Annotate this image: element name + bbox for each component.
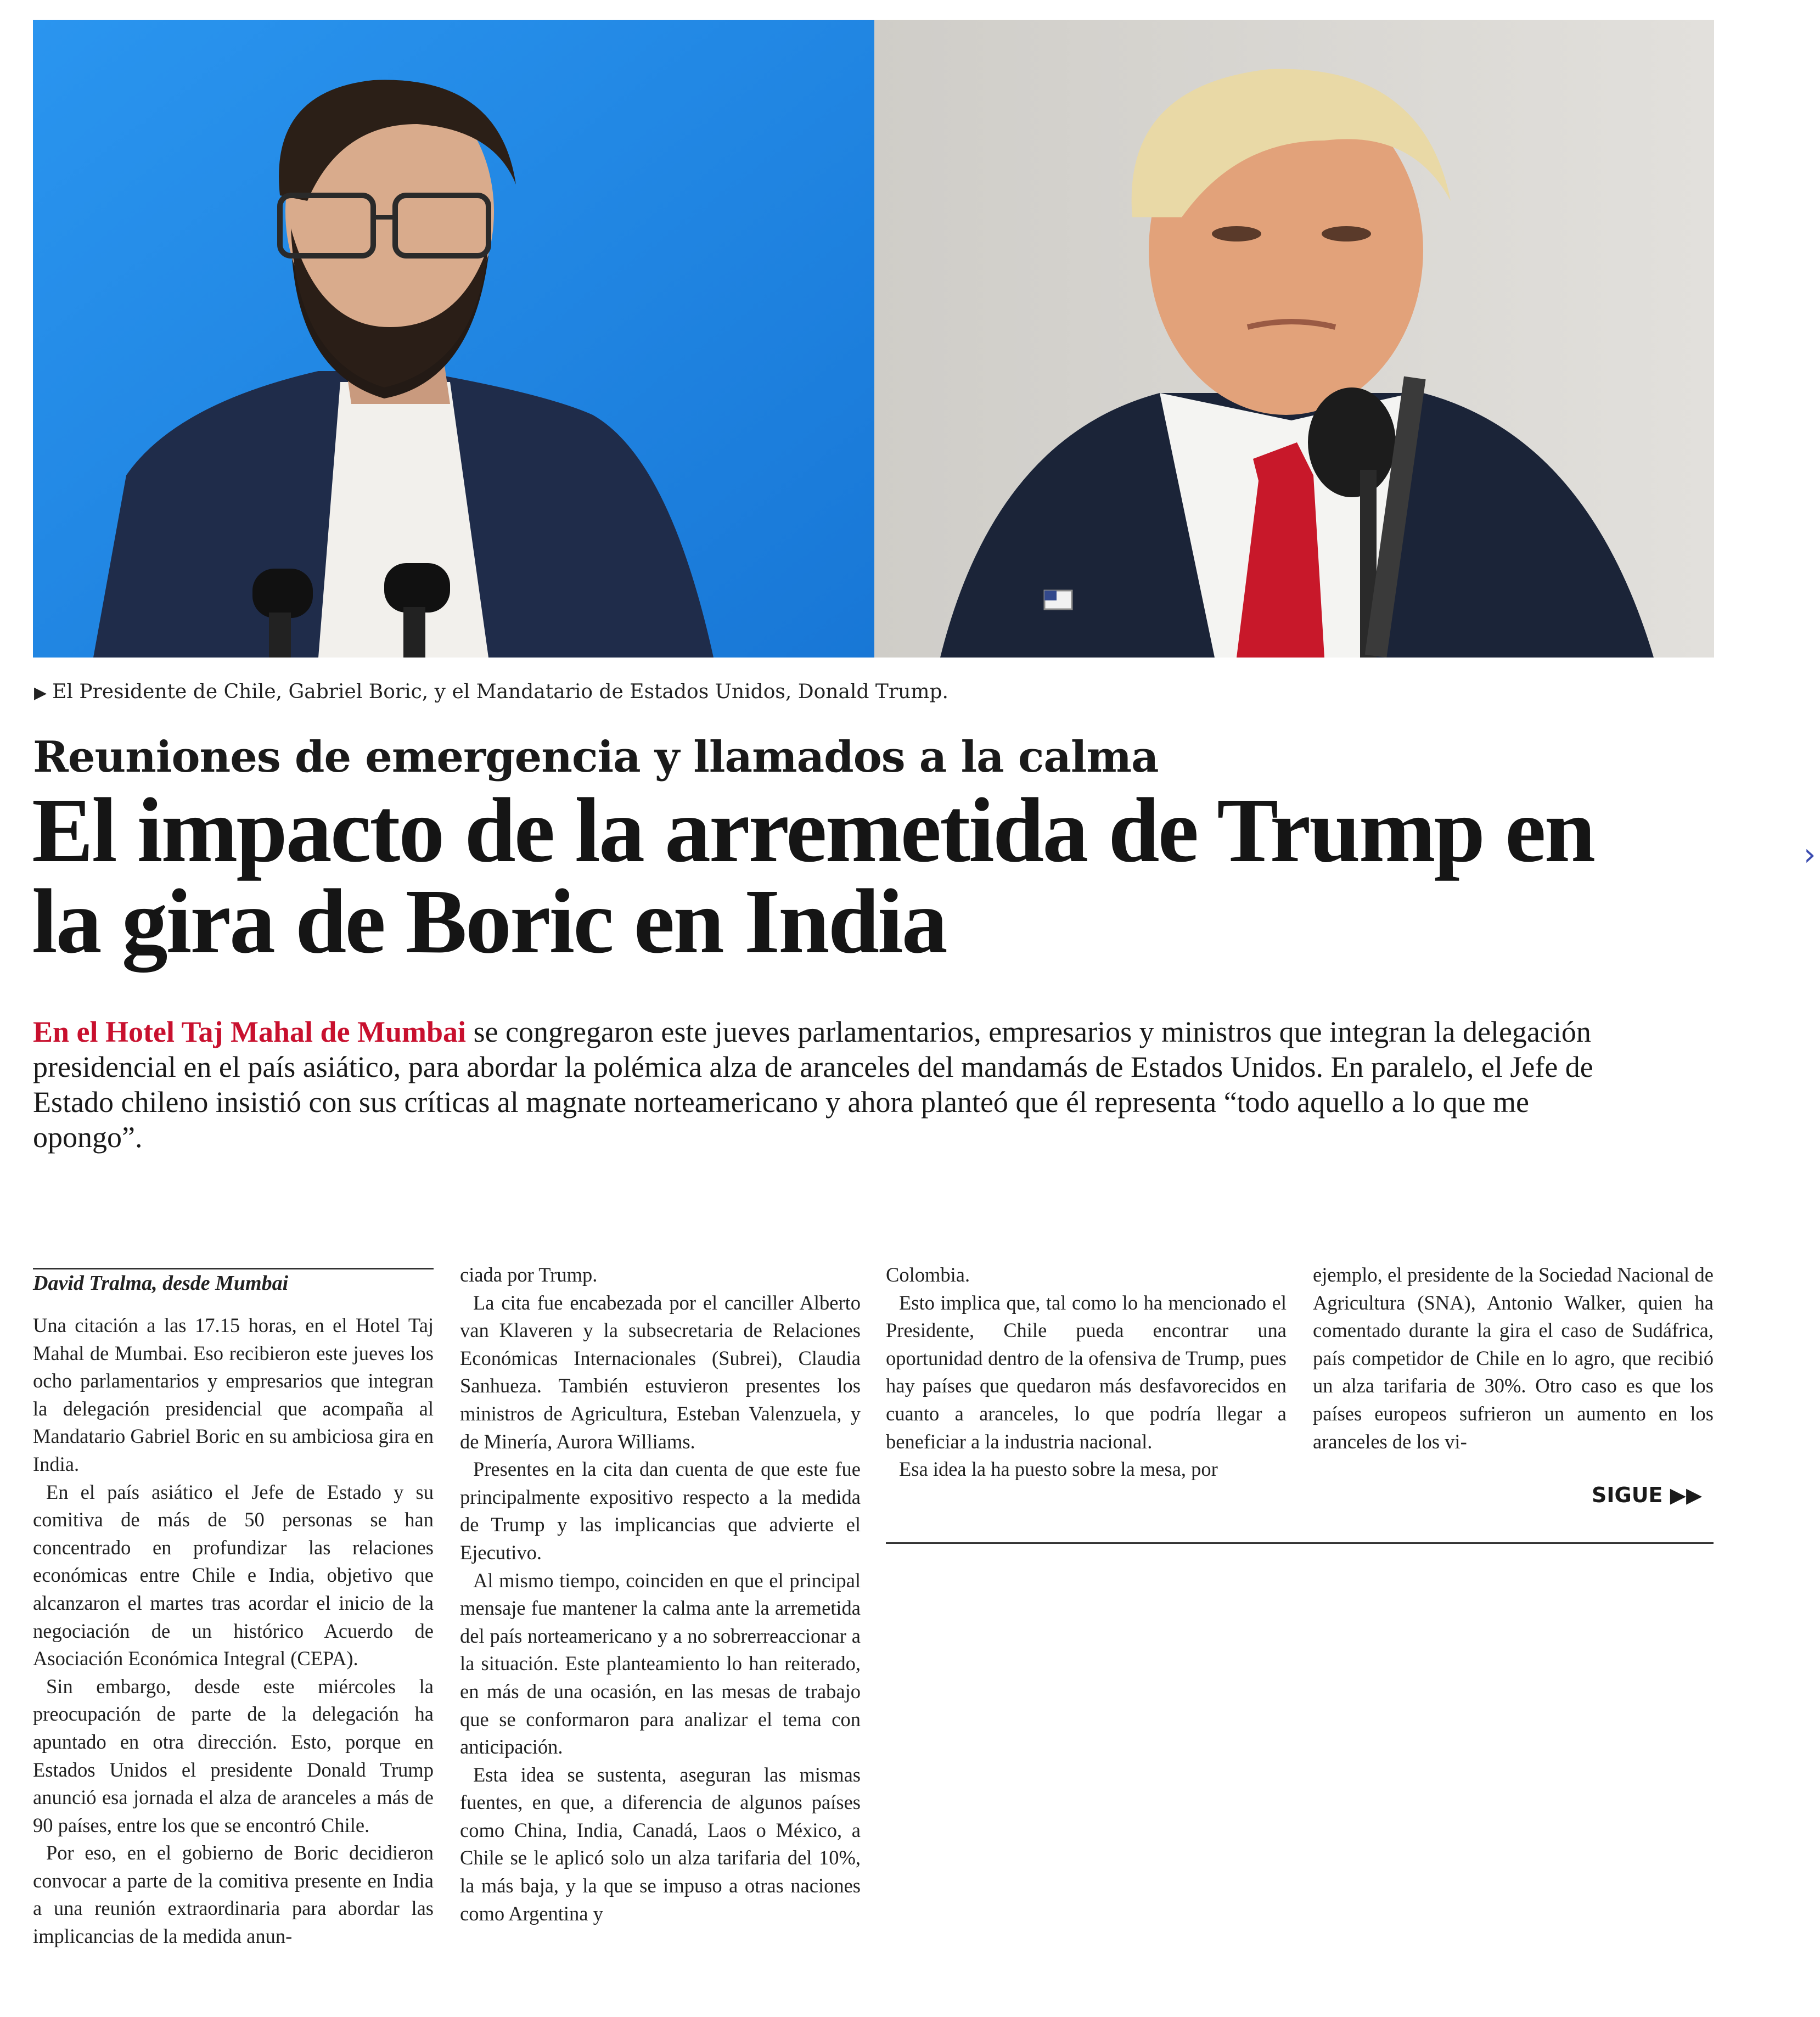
article-column-1 [33, 1312, 434, 1951]
body-paragraph: La cita fue encabezada por el canciller Alberto van Klaveren y la subsecretaria de Relaciones Económicas Internacionales (Subrei), Claudia Sanhueza. También estuvieron presentes los ministros de Agricultura, Esteban Valenzuela, y de Minería, Aurora Williams. [460, 1291, 861, 1453]
article-headline: El impacto de la arremetida de Trump en la gira de Boric en India [32, 779, 1594, 973]
lead-highlight: En el Hotel Taj Mahal de Mumbai [33, 1015, 467, 1048]
article-column-4 [1313, 1261, 1714, 1456]
body-paragraph: Colombia. [886, 1263, 970, 1286]
body-paragraph: Por eso, en el gobierno de Boric decidieron convocar a parte de la comitiva presente en India a una reunión extraordinaria para abordar las implicancias de la medida anun- [33, 1841, 434, 1948]
lead-text: se congregaron este jueves parlamentarios, empresarios y ministros que integran la delegación presidencial en el país asiático, para abordar la polémica alza de aranceles del mandamás de Estados Unidos. En paralelo, el Jefe de Estado chileno insistió con sus críticas al magnate norteamericano y ahora planteó que él representa “todo aquello a lo que me opongo”. [33, 1015, 1593, 1154]
continue-label: SIGUE ▶▶ [1592, 1483, 1703, 1507]
article-column-3 [886, 1261, 1287, 1484]
body-paragraph: Una citación a las 17.15 horas, en el Hotel Taj Mahal de Mumbai. Eso recibieron este jueves los ocho parlamentarios y empresarios que integran la delegación presidencial que acompaña al Mandatario Gabriel Boric en su ambiciosa gira en India. [33, 1314, 434, 1475]
article-column-2 [460, 1261, 861, 1928]
article-byline: David Tralma, desde Mumbai [33, 1272, 289, 1295]
body-paragraph: Al mismo tiempo, coinciden en que el principal mensaje fue mantener la calma ante la arremetida del país norteamericano y a no sobrerreaccionar a la situación. Este planteamiento lo han reiterado, en más de una ocasión, en las mesas de trabajo que se conformaron para analizar el tema con anticipación. [460, 1569, 861, 1758]
caption-marker-icon: ▶ [34, 683, 47, 703]
article-end-divider [886, 1542, 1714, 1544]
body-paragraph: ciada por Trump. [460, 1263, 598, 1286]
body-paragraph: En el país asiático el Jefe de Estado y su comitiva de más de 50 personas se han concentrado en profundizar las relaciones económicas entre Chile e India, objetivo que alcanzaron el martes tras acordar el inicio de la negociación de un histórico Acuerdo de Asociación Económica Integral (CEPA). [33, 1480, 434, 1670]
next-page-arrow-icon[interactable]: › [1804, 837, 1816, 873]
article-lead [33, 1014, 1603, 1155]
article-kicker: Reuniones de emergencia y llamados a la calma [33, 732, 1159, 782]
body-paragraph: Esa idea la ha puesto sobre la mesa, por [899, 1458, 1218, 1481]
body-paragraph: Sin embargo, desde este miércoles la preocupación de parte de la delegación ha apuntado en otra dirección. Esto, porque en Estados Unidos el presidente Donald Trump anunció esa jornada el alza de aranceles a más de 90 países, entre los que se encontró Chile. [33, 1675, 434, 1836]
photo-gabriel-boric [33, 20, 874, 658]
byline-divider [33, 1268, 434, 1269]
body-paragraph: Esto implica que, tal como lo ha mencionado el Presidente, Chile pueda encontrar una oportunidad dentro de la ofensiva de Trump, pues hay países que quedaron más desfavorecidos en cuanto a aranceles, lo que podría llegar a beneficiar a la industria nacional. [886, 1291, 1287, 1453]
body-paragraph: Presentes en la cita dan cuenta de que este fue principalmente expositivo respecto a la medida de Trump y las implicancias que advierte el Ejecutivo. [460, 1458, 861, 1564]
caption-text: El Presidente de Chile, Gabriel Boric, y el Mandatario de Estados Unidos, Donald Trump. [52, 681, 948, 703]
body-paragraph: ejemplo, el presidente de la Sociedad Nacional de Agricultura (SNA), Antonio Walker, quien ha comentado durante la gira el caso de Sudáfrica, país competidor de Chile en lo agro, que recibió un alza tarifaria de 30%. Otro caso es que los países europeos sufrieron un aumento en los aranceles de los vi- [1313, 1263, 1714, 1453]
body-paragraph: Esta idea se sustenta, aseguran las mismas fuentes, en que, a diferencia de algunos países como China, India, Canadá, Laos o México, a Chile se le aplicó solo un alza tarifaria del 10%, la más baja, y la que se impuso a otras naciones como Argentina y [460, 1763, 861, 1925]
photo-caption [34, 681, 948, 703]
photo-donald-trump [874, 20, 1714, 658]
